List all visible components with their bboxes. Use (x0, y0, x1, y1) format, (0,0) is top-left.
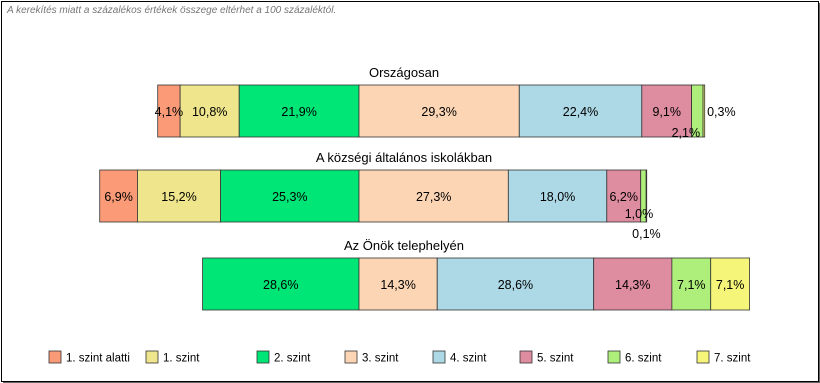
legend-label: 7. szint (714, 352, 751, 365)
data-label: 0,1% (632, 227, 661, 241)
legend-label: 6. szint (625, 352, 662, 365)
legend-label: 4. szint (450, 352, 487, 365)
data-label: 14,3% (615, 278, 651, 292)
data-label: 22,4% (562, 105, 599, 119)
data-label: 7,1% (715, 278, 745, 292)
data-label: 4,1% (154, 105, 184, 119)
data-label: 29,3% (421, 105, 457, 119)
legend-label: 5. szint (537, 352, 574, 365)
row-title: Országosan (368, 65, 440, 80)
data-label: 7,1% (677, 278, 706, 292)
bar-segment-8 (703, 85, 705, 137)
legend-swatch-1 (49, 351, 61, 363)
data-label: 1,0% (624, 207, 654, 221)
row-title: Az Önök telephelyén (344, 238, 464, 253)
data-label: 6,2% (609, 190, 638, 204)
legend-label: 2. szint (274, 352, 311, 365)
data-label: 10,8% (191, 105, 228, 119)
data-label: 28,6% (263, 278, 299, 292)
legend-swatch-5 (433, 351, 445, 363)
data-label: 25,3% (272, 190, 308, 204)
legend-label: 1. szint alatti (66, 352, 130, 365)
legend-label: 3. szint (362, 352, 399, 365)
data-label: 18,0% (539, 190, 576, 204)
data-label: 0,3% (707, 105, 736, 119)
legend-label: 1. szint (163, 352, 200, 365)
data-label: 27,3% (415, 190, 452, 204)
data-label: 6,9% (104, 190, 133, 204)
data-label: 14,3% (380, 278, 416, 292)
legend-swatch-2 (146, 351, 158, 363)
legend-swatch-3 (257, 351, 269, 363)
data-label: 9,1% (652, 105, 681, 119)
data-label: 2,1% (671, 126, 701, 140)
row-title: A községi általános iskolákban (315, 150, 493, 165)
legend-swatch-8 (697, 351, 709, 363)
legend-swatch-4 (345, 351, 357, 363)
data-label: 28,6% (497, 278, 534, 292)
rounding-note: A kerekítés miatt a százalékos értékek összege eltérhet a 100 százaléktól. (7, 5, 337, 16)
data-label: 21,9% (281, 105, 317, 119)
legend-swatch-6 (520, 351, 532, 363)
legend-swatch-7 (608, 351, 620, 363)
data-label: 15,2% (161, 190, 197, 204)
